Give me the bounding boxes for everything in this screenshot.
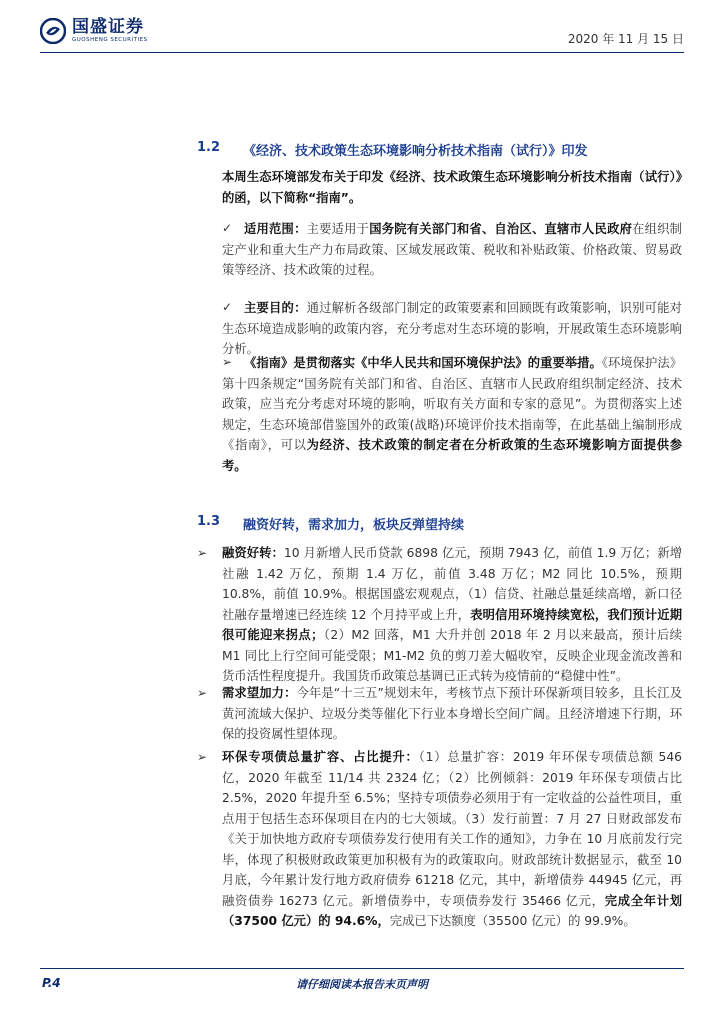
section-number: 1.2	[197, 140, 221, 155]
financing-text-b: （2）M2 回落，M1 大升并创 2018 年 2 月以来最高，预计后续 M1 同比上行空间可能受限；M1-M2 负的剪刀差大幅收窄，反映企业现金流改善和货币活性程度提升。我国货币政策总基调已正式转为疫情前的“稳健中性”。	[222, 628, 682, 683]
arrow-bullet-icon: ➢	[197, 750, 208, 764]
logo-name: 国盛证券	[72, 17, 144, 37]
guide-bold: 《指南》是贯彻落实《中华人民共和国环境保护法》的重要举措。	[244, 356, 602, 370]
bond-text-end: 完成已下达额度（35500 亿元）的 99.9%。	[389, 914, 636, 928]
company-logo	[40, 18, 148, 44]
scope-bold: 国务院有关部门和省、自治区、直辖市人民政府	[369, 222, 633, 236]
guide-paragraph	[222, 353, 682, 476]
financing-bold: 表明信用环境持续宽松，我们预计近期很可能迎来拐点；	[222, 607, 682, 642]
check-icon: ✓	[222, 300, 233, 314]
purpose-paragraph	[222, 298, 682, 360]
page-number: P.4	[42, 976, 61, 990]
financing-text-a: 10 月新增人民币贷款 6898 亿元，预期 7943 亿，前值 1.9 万亿；新增社融 1.42 万亿，预期 1.4 万亿，前值 3.48 万亿；M2 同比 10.5%，预期 10.8%，前值 10.9%。根据国盛宏观观点，（1）信贷、社融总量延续高增，新口径社融存量增速已经连续 12 个月持平或上升，	[222, 546, 682, 622]
footer-divider	[40, 968, 684, 969]
financing-label: 融资好转：	[222, 546, 284, 560]
section-heading-1-2	[197, 140, 588, 159]
logo-icon	[40, 18, 66, 44]
section-intro	[222, 167, 682, 208]
bond-bold: 完成全年计划（37500 亿元）的 94.6%，	[222, 893, 682, 928]
section-heading-1-3	[197, 514, 464, 533]
bond-paragraph	[222, 747, 682, 932]
report-date: 2020 年 11 月 15 日	[567, 32, 684, 46]
section-number: 1.3	[197, 514, 221, 529]
logo-subtitle: GUOSHENG SECURITIES	[72, 37, 148, 43]
purpose-text: 通过解析各级部门制定的政策要素和回顾既有政策影响，识别可能对生态环境造成影响的政策内容，充分考虑对生态环境的影响，开展政策生态环境影响分析。	[222, 301, 682, 356]
guide-mid: 《环境保护法》第十四条规定“国务院有关部门和省、自治区、直辖市人民政府组织制定经济、技术政策，应当充分考虑对环境的影响，听取有关方面和专家的意见”。为贯彻落实上述规定，生态环境部借鉴国外的政策(战略)环境评价技术指南等，在此基础上编制形成《指南》，可以	[222, 356, 682, 452]
guide-end: 为经济、技术政策的制定者在分析政策的生态环境影响方面提供参考。	[222, 438, 682, 473]
arrow-bullet-icon: ➢	[222, 355, 233, 369]
section-title: 《经济、技术政策生态环境影响分析技术指南（试行）》印发	[243, 144, 588, 159]
financing-paragraph	[222, 543, 682, 687]
scope-post: 在组织制定产业和重大生产力布局政策、区域发展政策、税收和补贴政策、价格政策、贸易政策等经济、技术政策的过程。	[222, 222, 682, 277]
intro-text: 本周生态环境部发布关于印发《经济、技术政策生态环境影响分析技术指南（试行）》的函，以下简称“指南”。	[222, 170, 682, 205]
header-divider	[40, 52, 684, 53]
purpose-label: 主要目的：	[244, 301, 307, 315]
scope-paragraph	[222, 219, 682, 281]
section-title: 融资好转，需求加力，板块反弹望持续	[243, 518, 465, 533]
demand-label: 需求望加力：	[222, 686, 297, 700]
arrow-bullet-icon: ➢	[197, 686, 208, 700]
scope-label: 适用范围：	[244, 222, 307, 236]
scope-pre: 主要适用于	[306, 222, 370, 236]
page-header	[0, 0, 724, 60]
bond-label: 环保专项债总量扩容、占比提升：	[222, 750, 419, 764]
bond-text-a: （1）总量扩容：2019 年环保专项债总额 546 亿，2020 年截至 11/14 共 2324 亿；（2）比例倾斜：2019 年环保专项债占比 2.5%，2020 年提升至 6.5%；坚持专项债券必须用于有一定收益的公益性项目，重点用于包括生态环保项目在内的七大领域。（3）发行前置：7 月 27 日财政部发布《关于加快地方政府专项债券发行使用有关工作的通知》，力争在 10 月底前发行完毕，体现了积极财政政策更加积极有为的政策取向。财政部统计数据显示，截至 10 月底，今年累计发行地方政府债券 61218 亿元，其中，新增债券 44945 亿元，再融资债券 16273 亿元。新增债券中，专项债券发行 35466 亿元，	[222, 750, 682, 908]
demand-paragraph	[222, 683, 682, 745]
check-icon: ✓	[222, 221, 233, 235]
demand-text: 今年是“十三五”规划末年，考核节点下预计环保新项目较多，且长江及黄河流域大保护、垃圾分类等催化下行业本身增长空间广阔。且经济增速下行期，环保的投资属性望体现。	[222, 686, 682, 741]
footer-disclaimer: 请仔细阅读本报告末页声明	[296, 978, 428, 991]
arrow-bullet-icon: ➢	[197, 546, 208, 560]
